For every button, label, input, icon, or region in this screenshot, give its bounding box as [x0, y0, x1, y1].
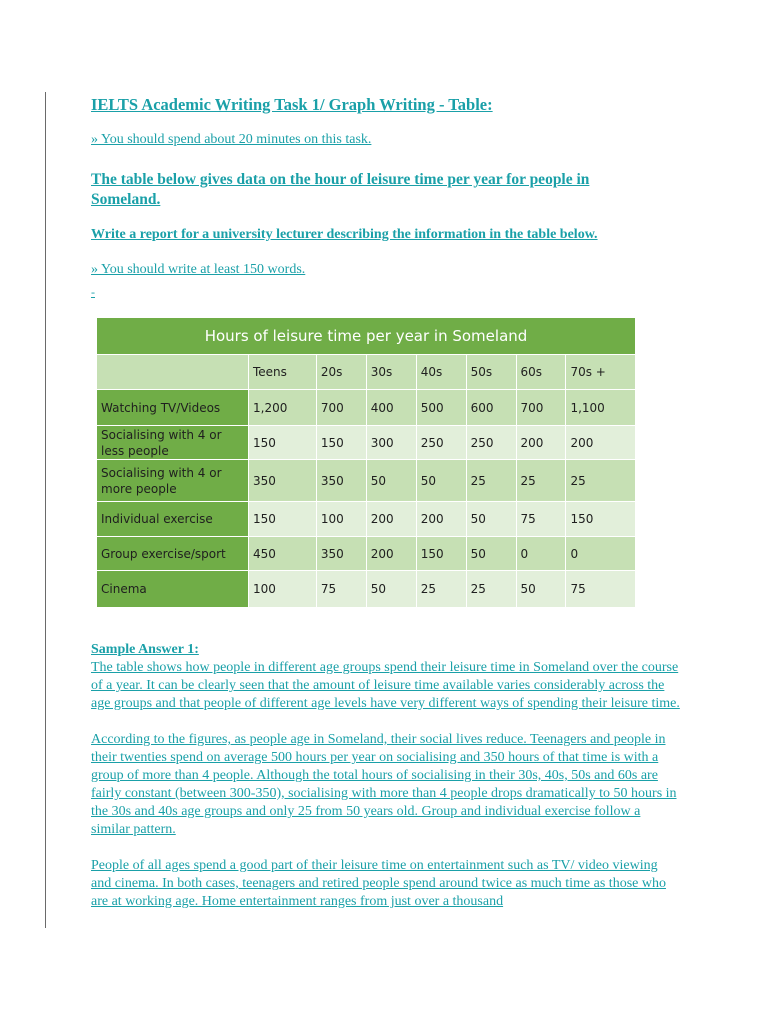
answer-heading[interactable]: Sample Answer 1:: [91, 642, 199, 657]
row-label: Individual exercise: [97, 502, 249, 537]
table-cell: 150: [566, 502, 636, 537]
table-cell: 150: [416, 537, 466, 571]
table-cell: 50: [366, 460, 416, 502]
table-cell: 200: [366, 537, 416, 571]
table-cell: 25: [566, 460, 636, 502]
row-label: Socialising with 4 or more people: [97, 460, 249, 502]
table-cell: 200: [416, 502, 466, 537]
answer-paragraph[interactable]: According to the figures, as people age in Someland, their social lives reduce. Teenagers and people in their twenties spend on average 500 hours per year on socialising and 350 hours of that time is with a group of more than 4 people. Although the total hours of socialising in their 30s, 40s, 50s and 60s are fairly constant (between 300-350), socialising with more than 4 people drops dramatically to 50 hours in the 30s and 40s age groups and only 25 from 50 years old. Group and individual exercise follow a similar pattern.: [91, 732, 677, 837]
table-cell: 25: [516, 460, 566, 502]
column-header: Teens: [249, 355, 317, 390]
table-cell: 50: [516, 571, 566, 608]
table-cell: 100: [249, 571, 317, 608]
table-cell: 25: [466, 460, 516, 502]
row-label: Watching TV/Videos: [97, 390, 249, 426]
dash-link[interactable]: -: [91, 285, 95, 299]
table-cell: 250: [466, 426, 516, 460]
table-cell: 700: [316, 390, 366, 426]
table-cell: 200: [516, 426, 566, 460]
table-cell: 0: [566, 537, 636, 571]
row-label: Socialising with 4 or less people: [97, 426, 249, 460]
table-row: [97, 460, 636, 502]
table-cell: 50: [466, 502, 516, 537]
instruction-link[interactable]: Write a report for a university lecturer describing the information in the table below.: [91, 227, 598, 242]
answer-paragraph[interactable]: People of all ages spend a good part of their leisure time on entertainment such as TV/ video viewing and cinema. In both cases, teenagers and retired people spend around twice as much time as those who are at working age. Home entertainment ranges from just over a thousand: [91, 858, 666, 909]
table-cell: 250: [416, 426, 466, 460]
table-cell: 150: [316, 426, 366, 460]
table-cell: 350: [316, 460, 366, 502]
table-cell: 150: [249, 502, 317, 537]
table-cell: 75: [316, 571, 366, 608]
table-cell: 350: [316, 537, 366, 571]
answer-paragraph[interactable]: The table shows how people in different age groups spend their leisure time in Someland over the course of a year. It can be clearly seen that the amount of leisure time available varies considerably across the age groups and that people of different age levels have very different ways of spending their leisure time.: [91, 660, 680, 711]
table-cell: 600: [466, 390, 516, 426]
table-cell: 1,100: [566, 390, 636, 426]
table-row: [97, 390, 636, 426]
table-cell: 75: [516, 502, 566, 537]
table-cell: 200: [366, 502, 416, 537]
table-row: [97, 426, 636, 460]
table-cell: 200: [566, 426, 636, 460]
task-lead-link[interactable]: The table below gives data on the hour of leisure time per year for people in Someland.: [91, 171, 590, 208]
column-header: 70s +: [566, 355, 636, 390]
table-cell: 500: [416, 390, 466, 426]
table-cell: 50: [466, 537, 516, 571]
table-corner-cell: [97, 355, 249, 390]
table-cell: 0: [516, 537, 566, 571]
table-cell: 50: [416, 460, 466, 502]
table-caption: Hours of leisure time per year in Someland: [97, 318, 636, 355]
table-cell: 300: [366, 426, 416, 460]
table-row: [97, 571, 636, 608]
column-header: 30s: [366, 355, 416, 390]
sample-answer: [91, 641, 681, 929]
column-header: 40s: [416, 355, 466, 390]
leisure-table: [96, 317, 636, 608]
table-cell: 75: [566, 571, 636, 608]
column-header: 20s: [316, 355, 366, 390]
table-cell: 1,200: [249, 390, 317, 426]
row-label: Cinema: [97, 571, 249, 608]
table-row: [97, 537, 636, 571]
table-header-row: [97, 355, 636, 390]
table-cell: 350: [249, 460, 317, 502]
table-cell: 700: [516, 390, 566, 426]
table-cell: 50: [366, 571, 416, 608]
page-margin-line: [45, 92, 46, 928]
table-row: [97, 502, 636, 537]
word-note-link[interactable]: » You should write at least 150 words.: [91, 262, 306, 277]
table-cell: 450: [249, 537, 317, 571]
table-cell: 150: [249, 426, 317, 460]
table-cell: 25: [416, 571, 466, 608]
table-cell: 100: [316, 502, 366, 537]
page-title[interactable]: IELTS Academic Writing Task 1/ Graph Writing - Table:: [91, 95, 493, 114]
row-label: Group exercise/sport: [97, 537, 249, 571]
column-header: 50s: [466, 355, 516, 390]
time-note-link[interactable]: » You should spend about 20 minutes on this task.: [91, 132, 372, 147]
column-header: 60s: [516, 355, 566, 390]
table-cell: 400: [366, 390, 416, 426]
table-cell: 25: [466, 571, 516, 608]
